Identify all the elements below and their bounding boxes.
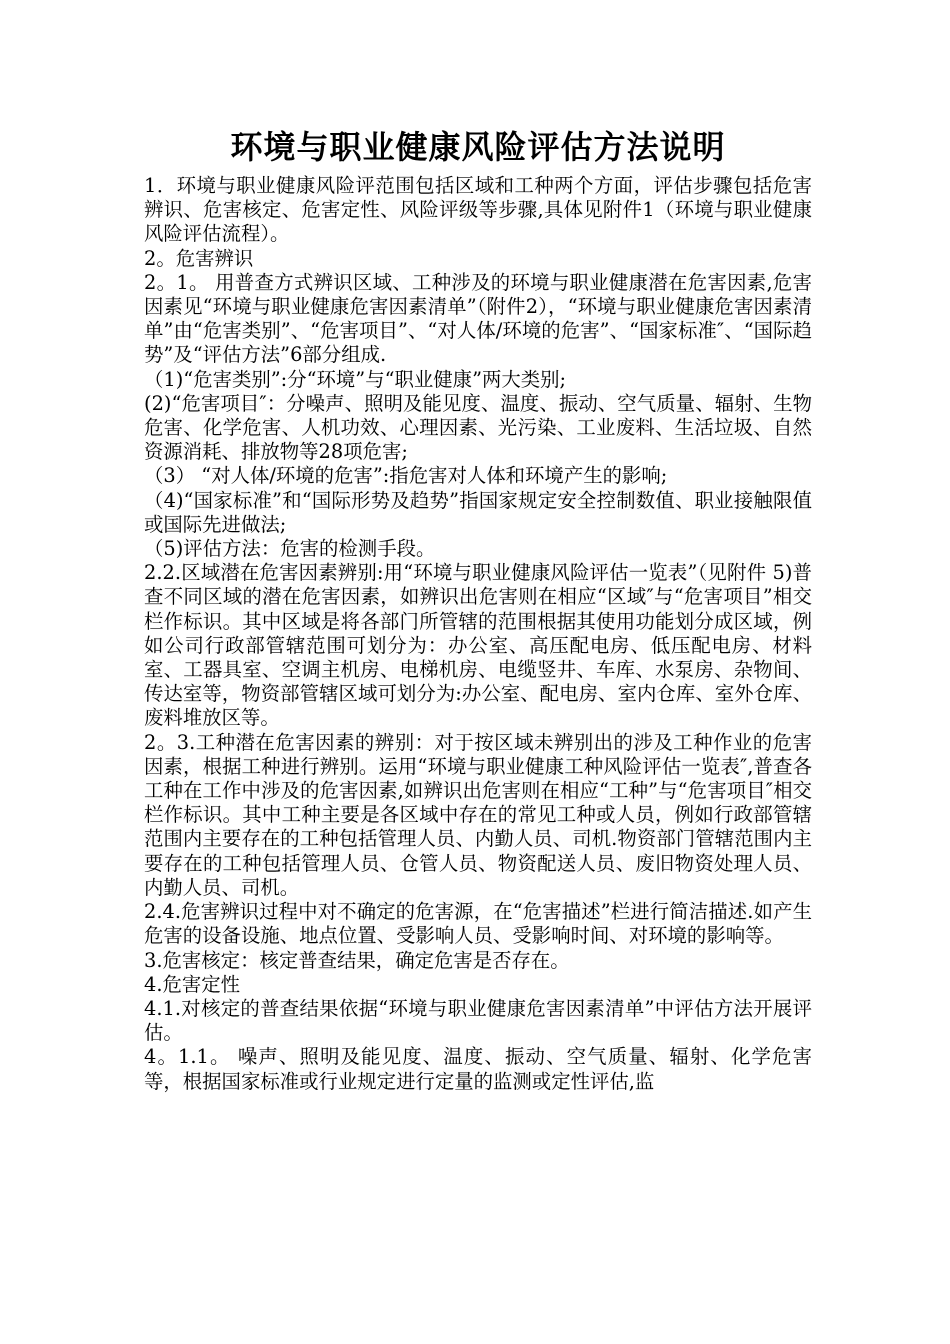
paragraph-item-3: （3） “对人体/环境的危害”:指危害对人体和环境产生的影响;	[144, 464, 668, 488]
document-page	[144, 124, 812, 1094]
paragraph-hazard-identification-heading: 2。危害辨识	[144, 246, 254, 270]
paragraph-item-1: （1)“危害类别”:分“环境”与“职业健康”两大类别;	[144, 367, 567, 391]
paragraph-2-4: 2.4.危害辨识过程中对不确定的危害源，在“危害描述”栏进行简洁描述.如产生危害的设备设施、地点位置、受影响人员、受影响时间、对环境的影响等。	[144, 900, 812, 948]
paragraph-4-1-1: 4。1.1。 噪声、照明及能见度、温度、振动、空气质量、辐射、化学危害等，根据国家标准或行业规定进行定量的监测或定性评估,监	[144, 1045, 812, 1093]
paragraph-2-1: 2。1。 用普查方式辨识区域、工种涉及的环境与职业健康潜在危害因素,危害因素见“环境与职业健康危害因素清单”（附件2），“环境与职业健康危害因素清单”由“危害类别”、“危害项目”、“对人体/环境的危害”、“国家标准″、“国际趋势”及“评估方法”6部分组成.	[144, 270, 812, 367]
paragraph-item-4: （4)“国家标准”和“国际形势及趋势”指国家规定安全控制数值、职业接触限值或国际先进做法;	[144, 488, 812, 536]
paragraph-item-2: (2)“危害项目″：分噪声、照明及能见度、温度、振动、空气质量、辐射、生物危害、化学危害、人机功效、心理因素、光污染、工业废料、生活垃圾、自然资源消耗、排放物等28项危害;	[144, 391, 812, 464]
paragraph-2-2: 2.2.区域潜在危害因素辨别:用“环境与职业健康风险评估一览表”（见附件 5)普查不同区域的潜在危害因素，如辨识出危害则在相应“区域″与“危害项目”相交栏作标识。其中区域是将各部门所管辖的范围根据其使用功能划分成区域，例如公司行政部管辖范围可划分为：办公室、高压配电房、低压配电房、材料室、工器具室、空调主机房、电梯机房、电缆竖井、车库、水泵房、杂物间、传达室等，物资部管辖区域可划分为:办公室、配电房、室内仓库、室外仓库、废料堆放区等。	[144, 561, 812, 730]
paragraph-2-3: 2。3.工种潜在危害因素的辨别：对于按区域未辨别出的涉及工种作业的危害因素，根据工种进行辨别。运用“环境与职业健康工种风险评估一览表″,普查各工种在工作中涉及的危害因素,如辨识出危害则在相应“工种”与“危害项目″相交栏作标识。其中工种主要是各区域中存在的常见工种或人员，例如行政部管辖范围内主要存在的工种包括管理人员、内勤人员、司机.物资部门管辖范围内主要存在的工种包括管理人员、仓管人员、物资配送人员、废旧物资处理人员、内勤人员、司机。	[144, 730, 812, 899]
document-title: 环境与职业健康风险评估方法说明	[230, 128, 726, 166]
paragraph-4-heading: 4.危害定性	[144, 972, 241, 996]
paragraph-item-5: （5)评估方法：危害的检测手段。	[144, 537, 436, 561]
paragraph-4-1: 4.1.对核定的普查结果依据“环境与职业健康危害因素清单”中评估方法开展评估。	[144, 996, 812, 1045]
paragraph-3: 3.危害核定：核定普查结果，确定危害是否存在。	[144, 948, 570, 972]
paragraph-scope: 1．环境与职业健康风险评范围包括区域和工种两个方面，评估步骤包括危害辨识、危害核定、危害定性、风险评级等步骤,具体见附件1（环境与职业健康风险评估流程）。	[144, 174, 812, 246]
